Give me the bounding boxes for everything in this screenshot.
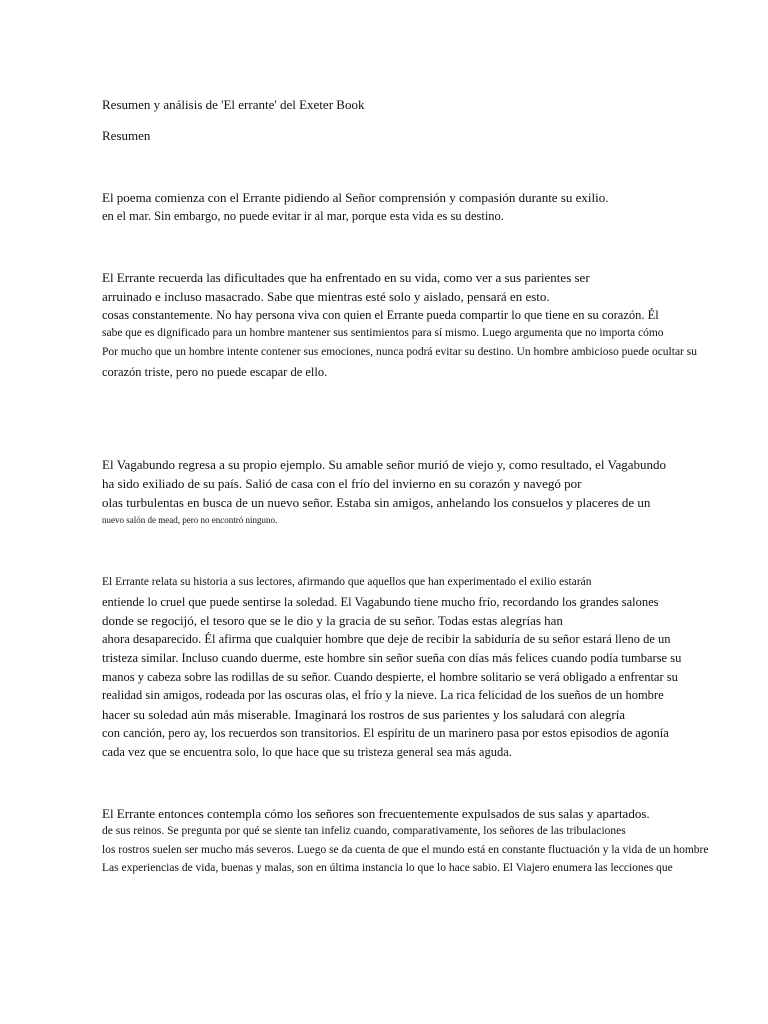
paragraph-4-line-9: con canción, pero ay, los recuerdos son transitorios. El espíritu de un marinero pasa por estos episodios de agonía bbox=[102, 726, 669, 740]
paragraph-3-line-3: olas turbulentas en busca de un nuevo señor. Estaba sin amigos, anhelando los consuelos y placeres de un bbox=[102, 495, 651, 510]
paragraph-2-line-4: sabe que es dignificado para un hombre mantener sus sentimientos para sí mismo. Luego argumenta que no importa cómo bbox=[102, 327, 664, 339]
paragraph-1-line-1: El poema comienza con el Errante pidiendo al Señor comprensión y compasión durante su exilio. bbox=[102, 190, 609, 205]
section-heading: Resumen bbox=[102, 128, 151, 143]
paragraph-4-line-4: ahora desaparecido. Él afirma que cualquier hombre que deje de recibir la sabiduría de su señor estará lleno de un bbox=[102, 632, 671, 646]
paragraph-2-line-2: arruinado e incluso masacrado. Sabe que mientras esté solo y aislado, pensará en esto. bbox=[102, 289, 550, 304]
paragraph-4-line-10: cada vez que se encuentra solo, lo que hace que su tristeza general sea más aguda. bbox=[102, 745, 512, 759]
paragraph-4-line-1: El Errante relata su historia a sus lectores, afirmando que aquellos que han experimentado el exilio estarán bbox=[102, 576, 592, 588]
paragraph-2-line-6: corazón triste, pero no puede escapar de ello. bbox=[102, 365, 328, 379]
paragraph-2-line-1: El Errante recuerda las dificultades que ha enfrentado en su vida, como ver a sus parientes ser bbox=[102, 270, 590, 285]
paragraph-4-line-7: realidad sin amigos, rodeada por las oscuras olas, el frío y la nieve. La rica felicidad de los sueños de un hombre bbox=[102, 688, 664, 702]
document-title: Resumen y análisis de 'El errante' del Exeter Book bbox=[102, 97, 365, 112]
paragraph-4-line-6: manos y cabeza sobre las rodillas de su señor. Cuando despierte, el hombre solitario se verá obligado a enfrentar su bbox=[102, 670, 678, 684]
paragraph-2-line-5: Por mucho que un hombre intente contener sus emociones, nunca podrá evitar su destino. Un hombre ambicioso puede ocultar su bbox=[102, 346, 697, 358]
paragraph-1-line-2: en el mar. Sin embargo, no puede evitar ir al mar, porque esta vida es su destino. bbox=[102, 209, 504, 223]
paragraph-5-line-3: los rostros suelen ser mucho más severos. Luego se da cuenta de que el mundo está en constante fluctuación y la vida de un hombre bbox=[102, 844, 709, 856]
paragraph-4-line-2: entiende lo cruel que puede sentirse la soledad. El Vagabundo tiene mucho frío, recordando los grandes salones bbox=[102, 595, 659, 609]
paragraph-5-line-1: El Errante entonces contempla cómo los señores son frecuentemente expulsados de sus salas y apartados. bbox=[102, 806, 650, 821]
paragraph-2-line-3: cosas constantemente. No hay persona viva con quien el Errante pueda compartir lo que tiene en su corazón. Él bbox=[102, 308, 659, 322]
paragraph-4-line-8: hacer su soledad aún más miserable. Imaginará los rostros de sus parientes y los saludará con alegría bbox=[102, 707, 626, 722]
paragraph-5-line-2: de sus reinos. Se pregunta por qué se siente tan infeliz cuando, comparativamente, los señores de las tribulaciones bbox=[102, 825, 626, 837]
paragraph-5-line-4: Las experiencias de vida, buenas y malas, son en última instancia lo que lo hace sabio. El Viajero enumera las lecciones que bbox=[102, 862, 673, 874]
paragraph-3-line-2: ha sido exiliado de su país. Salió de casa con el frío del invierno en su corazón y navegó por bbox=[102, 476, 582, 491]
paragraph-3-line-4: nuevo salón de mead, pero no encontró ninguno. bbox=[102, 515, 278, 525]
paragraph-3-line-1: El Vagabundo regresa a su propio ejemplo. Su amable señor murió de viejo y, como resultado, el Vagabundo bbox=[102, 457, 667, 472]
paragraph-4-line-3: donde se regocijó, el tesoro que se le dio y la gracia de su señor. Todas estas alegrías han bbox=[102, 613, 563, 628]
paragraph-4-line-5: tristeza similar. Incluso cuando duerme, este hombre sin señor sueña con días más felices cuando podía tumbarse su bbox=[102, 651, 682, 665]
